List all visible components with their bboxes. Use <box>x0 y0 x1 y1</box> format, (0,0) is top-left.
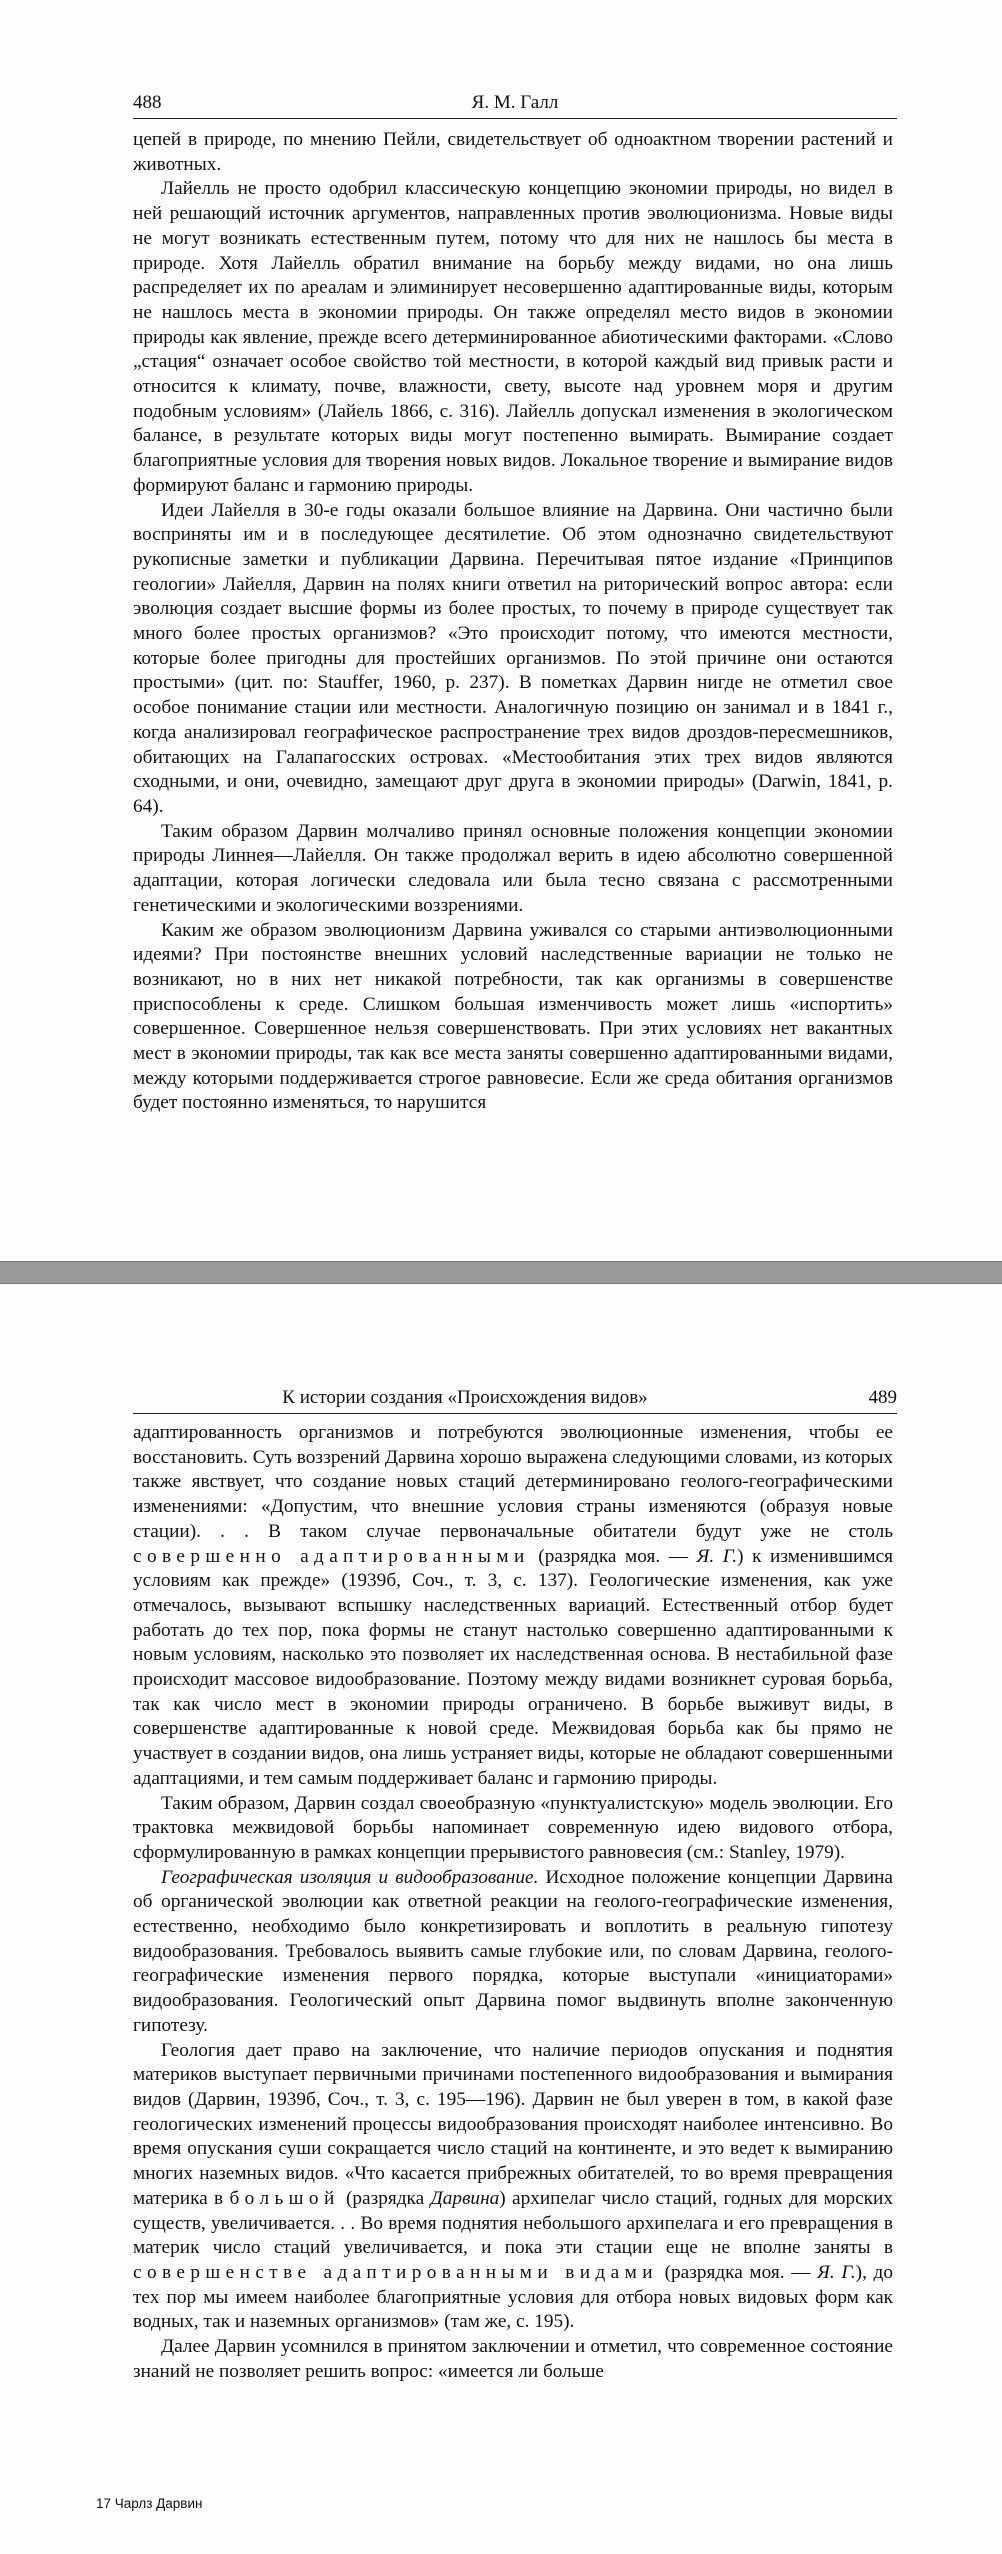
page-488 <box>0 0 1002 1262</box>
signature-mark: 17 Чарлз Дарвин <box>96 2496 203 2511</box>
page-number: 488 <box>133 92 162 113</box>
text-run: (разрядка <box>339 2187 431 2209</box>
spaced-emphasis: совершенстве адаптированными видами <box>133 2261 658 2283</box>
running-header <box>133 1387 897 1414</box>
italic-initials: Я. Г. <box>696 1545 738 1567</box>
paragraph: Таким образом, Дарвин создал своеобразную «пунктуалистскую» модель эволюции. Его трактовка межвидовой борьбы напоминает современную идею видового отбора, сформулированную в рамках концепции прерывистого равновесия (см.: Stanley, 1979). <box>133 1792 893 1863</box>
running-head-title: К истории создания «Происхождения видов» <box>282 1387 648 1408</box>
running-header <box>133 92 897 119</box>
text-run: адаптированность организмов и потребуются эволюционные изменения, чтобы ее восстановить. Суть воззрений Дарвина хорошо выражена следующими словами, из которых также явствует, что создание новых стаций детерминировано геолого-географическими изменениями: «Допустим, что внешние условия страны изменяются (образуя новые стации). . . В таком случае первоначальные обитатели будут уже не столь <box>133 1422 893 1542</box>
running-head-title: Я. М. Галл <box>471 92 559 113</box>
text-run: ) к изменившимся условиям как прежде» (1939б, Соч., т. 3, с. 137). Геологические изменения, как уже отмечалось, вызывают вспышку наследственных вариаций. Естественный отбор будет работать до тех пор, пока формы не станут настолько совершенно адаптированными к новым условиям, насколько это позволяет их наследственная основа. В нестабильной фазе происходит массовое видообразование. Поэтому между видами возникнет суровая борьба, так как число мест в экономии природы ограничено. В борьбе выживут виды, в совершенстве адаптированные к новой среде. Межвидовая борьба как бы прямо не участвует в создании видов, она лишь устраняет виды, которые не обладают совершенными адаптациями, и тем самым поддерживает баланс и гармонию природы. <box>133 1545 894 1789</box>
page-number: 489 <box>868 1387 897 1408</box>
paragraph: Идеи Лайелля в 30-е годы оказали большое влияние на Дарвина. Они частично были восприняты им и в последующее десятилетие. Об этом однозначно свидетельствуют рукописные заметки и публикации Дарвина. Перечитывая пятое издание «Принципов геологии» Лайелля, Дарвин на полях книги ответил на риторический вопрос автора: если эволюция создает высшие формы из более простых, то почему в природе существует так много более простых организмов? «Это происходит потому, что имеются местности, которые более пригодны для простейших организмов. По этой причине они остаются простыми» (цит. по: Stauffer, 1960, p. 237). В пометках Дарвин нигде не отметил свое особое понимание стации или местности. Аналогичную позицию он занимал и в 1841 г., когда анализировал географическое распространение трех видов дроздов-пересмешников, обитающих на Галапагосских островах. «Местообитания этих трех видов являются сходными, и они, очевидно, замещают друг друга в экономии природы» (Darwin, 1841, p. 64). <box>133 499 893 817</box>
paragraph: Лайелль не просто одобрил классическую концепцию экономии природы, но видел в ней решающий источник аргументов, направленных против эволюционизма. Новые виды не могут возникать естественным путем, потому что для них не нашлось бы места в природе. Хотя Лайелль обратил внимание на борьбу между видами, но она лишь распределяет их по ареалам и элиминирует несовершенно адаптированные виды, которым не нашлось места в экономии природы. Он также определял место видов в экономии природы как явление, прежде всего детерминированное абиотическими факторами. «Слово „стация“ означает особое свойство той местности, в которой каждый вид привык расти и относится к климату, почве, влажности, свету, высоте над уровнем моря и другим подобным условиям» (Лайель 1866, с. 316). Лайелль допускал изменения в экологическом балансе, в результате которых виды могут постепенно вымирать. Вымирание создает благоприятные условия для творения новых видов. Локальное творение и вымирание видов формируют баланс и гармонию природы. <box>133 178 893 496</box>
spaced-emphasis: совершенно адаптированными <box>133 1545 530 1567</box>
paragraph: Далее Дарвин усомнился в принятом заключении и отметил, что современное состояние знаний не позволяет решить вопрос: «имеется ли больше <box>133 2336 893 2382</box>
body-text <box>133 1421 893 2384</box>
section-heading: Географическая изоляция и видообразование. <box>161 1866 539 1888</box>
paragraph <box>133 2039 893 2335</box>
page-489 <box>0 1283 1002 2554</box>
text-run: ) архипелаг число стаций, годных для морских существ, увеличивается. . . Во время поднятия небольшого архипелага и его превращения в материк число стаций увеличивается, и пока эти стации еще не вполне заняты в <box>133 2187 893 2259</box>
paragraph <box>133 1421 893 1792</box>
spaced-emphasis: большой <box>229 2187 340 2209</box>
paragraph: Каким же образом эволюционизм Дарвина уживался со старыми антиэволюционными идеями? При постоянстве внешних условий наследственные вариации не только не возникают, но в них нет никакой потребности, так как организмы в совершенстве приспособлены к среде. Слишком большая изменчивость может лишь «испортить» совершенное. Совершенное нельзя совершенствовать. При этих условиях нет вакантных мест в экономии природы, так как все места заняты совершенно адаптированными видами, между которыми поддерживается строгое равновесие. Если же среда обитания организмов будет постоянно изменяться, то нарушится <box>133 919 893 1114</box>
text-run: Исходное положение концепции Дарвина об органической эволюции как ответной реакции на геолого-географические изменения, естественно, необходимо было конкретизировать и воплотить в реальную гипотезу видообразования. Требовалось выявить самые глубокие или, по словам Дарвина, геолого-географические изменения первого порядка, которые выступали «инициаторами» видообразования. Геологический опыт Дарвина помог выдвинуть вполне законченную гипотезу. <box>133 1866 893 2036</box>
text-run: Геология дает право на заключение, что наличие периодов опускания и поднятия материков выступает первичными причинами постепенного видообразования и вымирания видов (Дарвин, 1939б, Соч., т. 3, с. 195—196). Дарвин не был уверен в том, в какой фазе геологических изменений процессы видообразования происходят наиболее интенсивно. Во время опускания суши сокращается число стаций на континенте, и это ведет к вымиранию многих наземных видов. «Что касается прибрежных обитателей, то во время превращения материка в <box>133 2039 893 2209</box>
italic-initials: Я. Г. <box>817 2261 856 2283</box>
body-text <box>133 128 893 1116</box>
paragraph: Таким образом Дарвин молчаливо принял основные положения концепции экономии природы Линнея—Лайелля. Он также продолжал верить в идею абсолютно совершенной адаптации, которая логически следовала или была тесно связана с рассмотренными генетическими и экологическими воззрениями. <box>133 820 893 916</box>
text-run: (разрядка моя. — <box>529 1545 697 1567</box>
text-run: (разрядка моя. — <box>657 2261 818 2283</box>
paragraph <box>133 1866 893 2039</box>
text-run: ), до тех пор мы имеем наиболее благоприятные условия для отбора новых видовых форм как водных, так и наземных организмов» (там же, с. 195). <box>133 2261 893 2333</box>
paragraph: цепей в природе, по мнению Пейли, свидетельствует об одноактном творении растений и животных. <box>133 129 893 175</box>
italic-name: Дарвина <box>430 2187 500 2209</box>
